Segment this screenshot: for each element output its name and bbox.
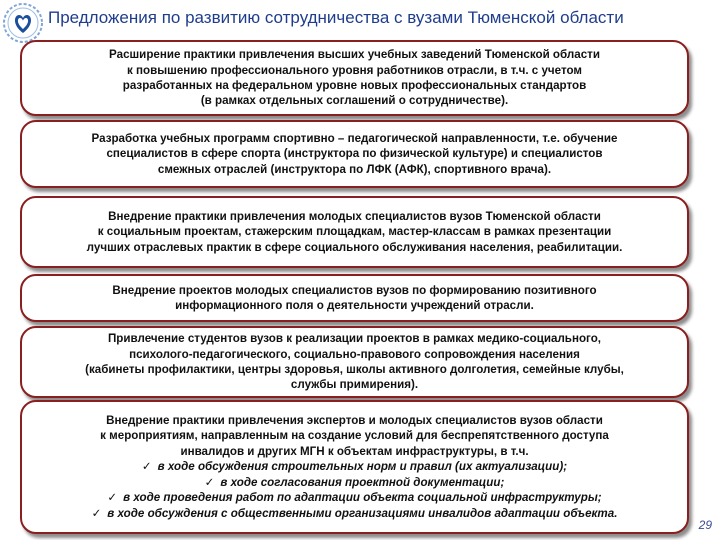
proposal-line: Внедрение практики привлечения молодых специалистов вузов Тюменской области xyxy=(108,209,601,223)
proposal-line: Расширение практики привлечения высших учебных заведений Тюменской области xyxy=(109,48,600,62)
ministry-logo xyxy=(2,2,44,44)
proposal-line: психолого-педагогического, социально-правового сопровождения населения xyxy=(129,347,580,361)
proposal-line: (в рамках отдельных соглашений о сотрудничестве). xyxy=(200,94,509,108)
checklist-item: ✓ в ходе обсуждения строительных норм и правил (их актуализации); xyxy=(141,460,568,474)
proposal-line: Привлечение студентов вузов к реализации проектов в рамках медико-социального, xyxy=(107,332,602,346)
proposal-line: Разработка учебных программ спортивно – педагогической направленности, т.е. обучение xyxy=(91,131,618,145)
proposal-box xyxy=(20,326,689,398)
proposal-box xyxy=(20,196,689,268)
proposal-line: информационного поля о деятельности учреждений отрасли. xyxy=(175,299,534,312)
proposal-line: инвалидов и других МГН к объектам инфраструктуры, в т.ч. xyxy=(180,444,529,458)
checklist xyxy=(32,459,677,521)
proposal-box xyxy=(20,120,689,188)
proposal-line: Внедрение практики привлечения экспертов и молодых специалистов вузов области xyxy=(106,414,603,428)
page-title: Предложения по развитию сотрудничества с вузами Тюменской области xyxy=(48,8,624,27)
check-icon: ✓ xyxy=(107,491,118,505)
proposal-line: (кабинеты профилактики, центры здоровья, школы активного долголетия, семейные клубы, xyxy=(85,363,624,376)
checklist-item: ✓ в ходе обсуждения с общественными организациями инвалидов адаптации объекта. xyxy=(91,506,618,520)
proposal-line: лучших отраслевых практик в сфере социального обслуживания населения, реабилитации. xyxy=(86,240,623,254)
check-icon: ✓ xyxy=(91,506,102,520)
proposal-box xyxy=(20,274,689,322)
checklist-item: ✓ в ходе согласования проектной документации; xyxy=(204,475,505,489)
proposal-line: к социальным проектам, стажерским площадкам, мастер-классам в рамках презентации xyxy=(97,225,612,239)
proposal-line: разработанных на федеральном уровне новых профессиональных стандартов xyxy=(122,79,587,92)
check-icon: ✓ xyxy=(204,475,215,489)
proposal-line: службы примирения). xyxy=(290,378,419,392)
checklist-item: ✓ в ходе проведения работ по адаптации объекта социальной инфраструктуры; xyxy=(107,491,602,505)
proposal-line: смежных отраслей (инструктора по ЛФК (АФК), спортивного врача). xyxy=(157,162,552,176)
page-number: 29 xyxy=(698,518,712,532)
proposal-box xyxy=(20,40,689,116)
proposal-line: Внедрение проектов молодых специалистов вузов по формированию позитивного xyxy=(112,283,597,297)
proposal-line: специалистов в сфере спорта (инструктора по физической культуре) и специалистов xyxy=(106,147,603,161)
check-icon: ✓ xyxy=(141,460,152,474)
proposal-box xyxy=(20,400,689,534)
proposal-line: к мероприятиям, направленным на создание условий для беспрепятственного доступа xyxy=(100,429,609,443)
proposal-line: к повышению профессионального уровня работников отрасли, в т.ч. с учетом xyxy=(127,63,582,77)
